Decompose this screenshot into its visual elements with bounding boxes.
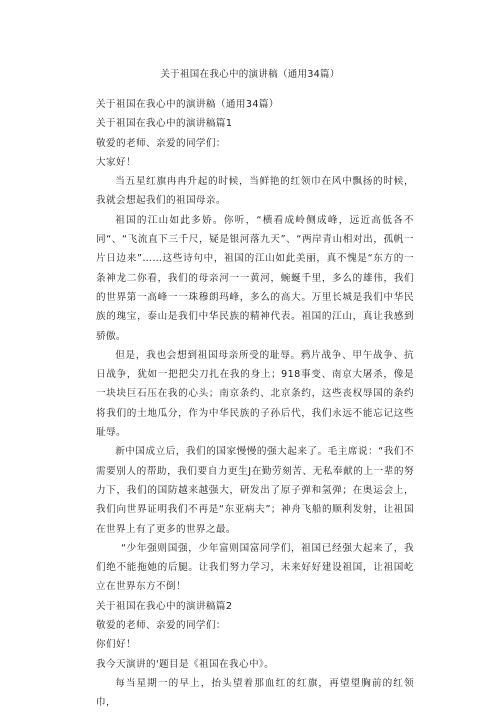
paragraph: 关于祖国在我心中的演讲稿（通用34篇）: [96, 99, 279, 110]
paragraph: 当五星红旗冉冉升起的时候，当鲜艳的红领巾在风中飘扬的时候，我就会想起我们的祖国母亲。: [96, 176, 414, 207]
page-title: 关于祖国在我心中的演讲稿（通用34篇）: [160, 69, 340, 80]
paragraph: 关于祖国在我心中的演讲稿篇1: [96, 118, 233, 130]
paragraph: 敬爱的老师、亲爱的同学们：: [96, 137, 226, 149]
paragraph: 你们好！: [96, 639, 136, 651]
paragraph: 每当星期一的早上，抬头望着那血红的红旗，再望望胸前的红领巾，: [96, 677, 414, 709]
paragraph: 大家好！: [96, 156, 136, 168]
document-body: [96, 95, 414, 713]
paragraph: “少年强则国强，少年富则国富同学们，祖国已经强大起来了，我们绝不能拖她的后腿。让我们努力学习，未来好好建设祖国，让祖国屹立在世界东方不倒！: [96, 542, 414, 593]
paragraph: 我今天演讲的'题目是《祖国在我心中》。: [96, 658, 275, 670]
paragraph: 关于祖国在我心中的演讲稿篇2: [96, 600, 233, 612]
paragraph: 新中国成立后，我们的国家慢慢的强大起来了。毛主席说：“我们不需要别人的帮助，我们要自力更生J在勤劳刻苦、无私奉献的上一辈的努力下，我们的国防越来越强大，研发出了原子弹和氢弹；在奥运会上，我们向世界证明我们不再是“东亚病夫”；神舟飞船的顺利发射，让祖国在世界上有了更多的世界之最。: [96, 446, 414, 535]
paragraph: 敬爱的老师、亲爱的同学们：: [96, 620, 226, 632]
paragraph: 祖国的江山如此多娇。你听，“横看成岭侧成峰，远近高低各不同“、“飞流直下三千尺，疑是银河落九天”、“两岸青山相对出，孤帆一片日边来”……这些诗句中，祖国的江山如此美丽，真不愧是“东方的一条神龙二你看，我们的母亲河一一黄河，蜿蜒千里，多么的雄伟，我们的世界第一高峰一一珠穆朗玛峰，多么的高大。万里长城是我们中华民族的瑰宝，泰山是我们中华民族的精神代表。祖国的江山，真让我感到骄傲。: [96, 214, 414, 342]
paragraph: 但是，我也会想到祖国母亲所受的耻辱。鸦片战争、甲午战争、抗日战争，犹如一把把尖刀扎在我的身上；918事变、南京大屠杀，像是一块块巨石压在我的心头；南京条约、北京条约，这些丧权辱国的条约将我们的土地瓜分，作为中华民族的子孙后代，我们永远不能忘记这些耻辱。: [96, 349, 414, 439]
